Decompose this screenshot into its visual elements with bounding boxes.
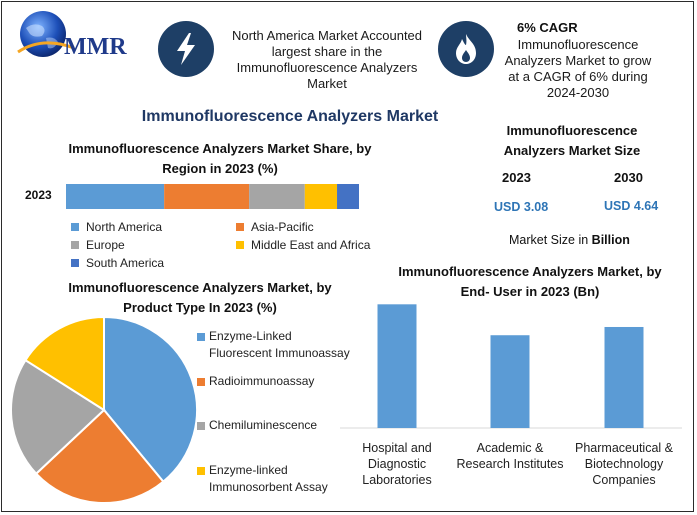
- value-2030: USD 4.64: [604, 199, 659, 213]
- legend-label: South America: [86, 256, 165, 270]
- cagr-description: Immunofluorescence Analyzers Market to grow at a CAGR of 6% during 2024-2030: [504, 37, 652, 100]
- legend-label: Chemiluminescence: [209, 418, 318, 432]
- market-size-title: Immunofluorescence Analyzers Market Size: [503, 123, 641, 158]
- legend-label: Enzyme-Linked Fluorescent Immunoassay: [209, 329, 350, 360]
- year-2023: 2023: [502, 170, 531, 185]
- legend-label: Middle East and Africa: [251, 238, 371, 252]
- highlight-north-america: North America Market Accounted largest share in the Immunofluorescence Analyzers Market: [231, 28, 423, 91]
- enduser-bar-1: [378, 304, 417, 428]
- region-chart-title: Immunofluorescence Analyzers Market Share, by Region in 2023 (%): [68, 141, 372, 176]
- enduser-category-label: Hospital and Diagnostic Laboratories: [362, 441, 432, 487]
- enduser-category-label: Academic & Research Institutes: [456, 441, 564, 471]
- legend-label: North America: [86, 220, 163, 234]
- legend-label: Enzyme-linked Immunosorbent Assay: [209, 463, 328, 494]
- cagr-title: 6% CAGR: [517, 20, 578, 35]
- year-2030: 2030: [614, 170, 643, 185]
- legend-label: Asia-Pacific: [251, 220, 314, 234]
- product-chart-title: Immunofluorescence Analyzers Market, by Product Type In 2023 (%): [68, 280, 332, 315]
- enduser-category-label: Pharmaceutical & Biotechnology Companies: [575, 441, 673, 487]
- note-unit: Billion: [591, 233, 630, 247]
- legend-label: Radioimmunoassay: [209, 374, 315, 388]
- value-2023: USD 3.08: [494, 200, 549, 214]
- enduser-bar-3: [605, 327, 644, 428]
- note-prefix: Market Size in: [509, 233, 592, 247]
- legend-label: Europe: [86, 238, 125, 252]
- logo-text: MMR: [64, 34, 127, 60]
- enduser-chart-title: Immunofluorescence Analyzers Market, by End- User in 2023 (Bn): [398, 264, 662, 299]
- main-title: Immunofluorescence Analyzers Market: [141, 108, 439, 125]
- region-category-label: 2023: [25, 188, 52, 202]
- enduser-bar-2: [491, 335, 530, 428]
